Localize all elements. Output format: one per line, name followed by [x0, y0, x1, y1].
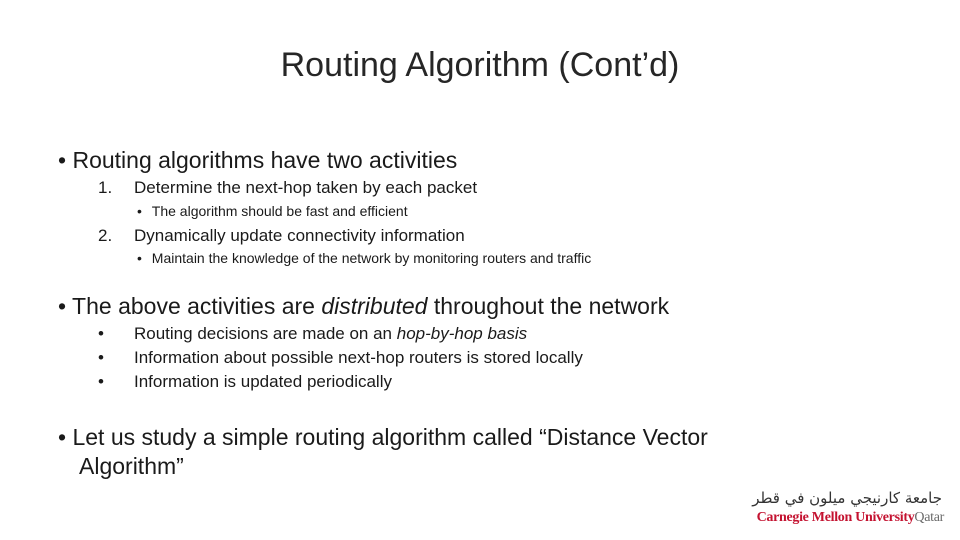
bullet-marker: •	[58, 147, 67, 173]
bullet-2-text-pre: The above activities are	[72, 293, 322, 319]
bullet-marker: •	[58, 293, 67, 319]
sub-item-3: Information is updated periodically	[134, 372, 392, 391]
sub-item-1-em: hop-by-hop basis	[396, 324, 528, 343]
sub-bullet-1-text: The algorithm should be fast and efficient	[151, 203, 408, 219]
bullet-1-text: Routing algorithms have two activities	[72, 147, 458, 173]
sub-bullet-marker: •	[98, 348, 104, 367]
numbered-item-1	[98, 178, 112, 198]
numbered-item-2-text: Dynamically update connectivity information	[134, 226, 465, 245]
sub-bullet-2	[137, 250, 591, 266]
sub-bullet-marker: •	[98, 324, 104, 343]
bullet-3-line-1: Let us study a simple routing algorithm called “Distance Vector	[72, 424, 708, 450]
sub-bullet-marker: •	[98, 372, 104, 391]
sub-item-1-pre: Routing decisions are made on an	[134, 324, 397, 343]
bullet-2-text-em: distributed	[321, 293, 428, 319]
bullet-2	[58, 293, 669, 320]
sub-bullet-2-text: Maintain the knowledge of the network by monitoring routers and traffic	[151, 250, 592, 266]
slide-title: Routing Algorithm (Cont’d)	[280, 46, 680, 84]
bullet-marker: •	[137, 250, 142, 266]
sub-item-1	[134, 324, 527, 344]
logo-arabic: جامعة كارنيجي ميلون في قطر	[752, 489, 942, 507]
bullet-marker: •	[58, 424, 67, 450]
sub-bullet-1	[137, 203, 408, 219]
bullet-3	[58, 424, 708, 451]
bullet-3-line-2: Algorithm”	[79, 453, 184, 479]
item-number: 1.	[98, 178, 113, 197]
bullet-2-text-post: throughout the network	[427, 293, 670, 319]
logo-cmu-text: Carnegie Mellon University	[756, 510, 915, 525]
sub-item-2: Information about possible next-hop routers is stored locally	[134, 348, 583, 367]
numbered-item-2	[98, 226, 112, 246]
numbered-item-1-text: Determine the next-hop taken by each packet	[134, 178, 478, 197]
university-logo	[757, 510, 944, 526]
bullet-1	[58, 147, 457, 174]
item-number: 2.	[98, 226, 113, 245]
logo-qatar-text: Qatar	[914, 510, 944, 525]
bullet-marker: •	[137, 203, 142, 219]
